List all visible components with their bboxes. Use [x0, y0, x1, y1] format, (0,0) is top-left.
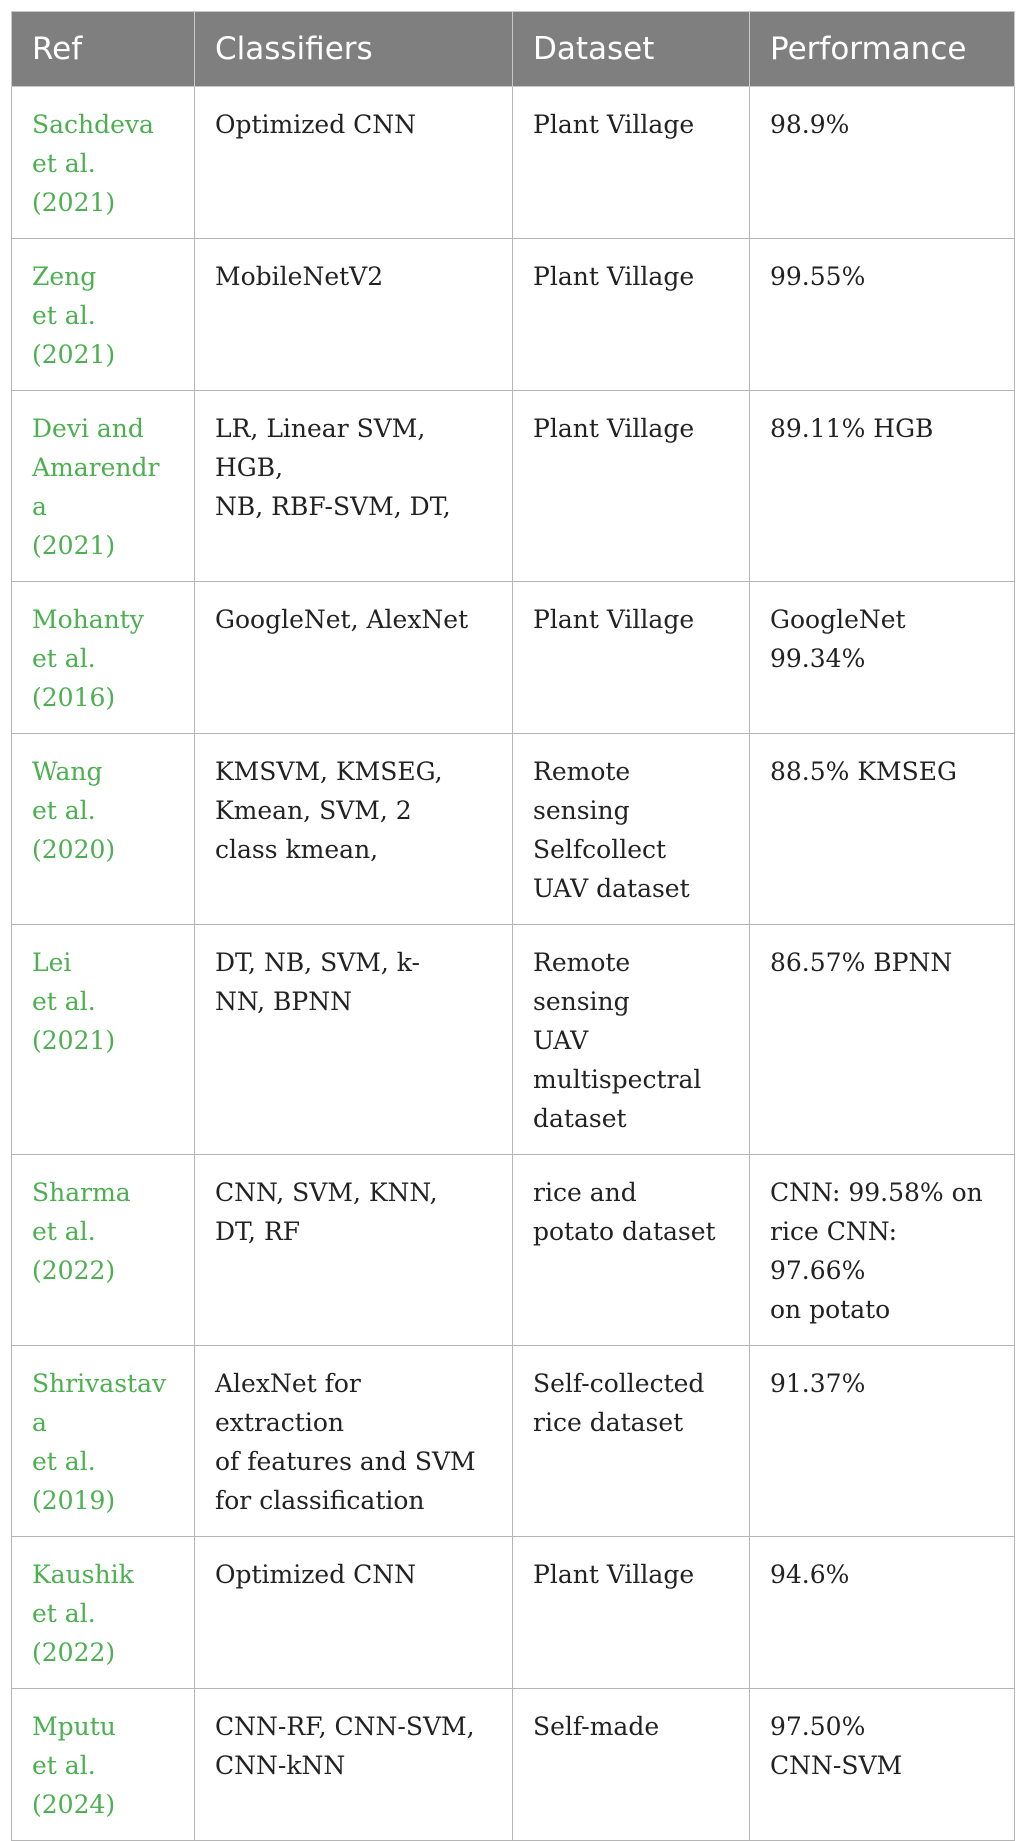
- performance-cell: 97.50% CNN-SVM: [750, 1689, 1015, 1841]
- ref-link[interactable]: Sachdeva et al. (2021): [12, 87, 195, 239]
- performance-cell: 88.5% KMSEG: [750, 734, 1015, 925]
- dataset-cell: Remote sensing Selfcollect UAV dataset: [513, 734, 750, 925]
- dataset-cell: Plant Village: [513, 1537, 750, 1689]
- header-ref: Ref: [12, 12, 195, 87]
- ref-link[interactable]: Lei et al. (2021): [12, 925, 195, 1155]
- ref-link[interactable]: Mohanty et al. (2016): [12, 582, 195, 734]
- header-performance: Performance: [750, 12, 1015, 87]
- performance-cell: 91.37%: [750, 1346, 1015, 1537]
- performance-cell: 89.11% HGB: [750, 391, 1015, 582]
- dataset-cell: Self-made: [513, 1689, 750, 1841]
- classifiers-cell: AlexNet for extraction of features and SVM for classification: [195, 1346, 513, 1537]
- performance-cell: 98.9%: [750, 87, 1015, 239]
- ref-link[interactable]: Wang et al. (2020): [12, 734, 195, 925]
- ref-link[interactable]: Mputu et al. (2024): [12, 1689, 195, 1841]
- ref-link[interactable]: Zeng et al. (2021): [12, 239, 195, 391]
- dataset-cell: Plant Village: [513, 239, 750, 391]
- performance-cell: 86.57% BPNN: [750, 925, 1015, 1155]
- classifiers-cell: Optimized CNN: [195, 1537, 513, 1689]
- ref-link[interactable]: Sharma et al. (2022): [12, 1155, 195, 1346]
- table-row: [12, 734, 1015, 925]
- classifiers-cell: Optimized CNN: [195, 87, 513, 239]
- dataset-cell: Remote sensing UAV multispectral dataset: [513, 925, 750, 1155]
- header-classifiers: Classifiers: [195, 12, 513, 87]
- ref-link[interactable]: Kaushik et al. (2022): [12, 1537, 195, 1689]
- table-row: [12, 239, 1015, 391]
- classifiers-cell: CNN, SVM, KNN, DT, RF: [195, 1155, 513, 1346]
- dataset-cell: Plant Village: [513, 391, 750, 582]
- table-row: [12, 391, 1015, 582]
- performance-cell: 94.6%: [750, 1537, 1015, 1689]
- dataset-cell: Plant Village: [513, 87, 750, 239]
- header-row: [12, 12, 1015, 87]
- performance-cell: CNN: 99.58% on rice CNN: 97.66% on potato: [750, 1155, 1015, 1346]
- classifiers-cell: LR, Linear SVM, HGB, NB, RBF-SVM, DT,: [195, 391, 513, 582]
- classifiers-cell: DT, NB, SVM, k- NN, BPNN: [195, 925, 513, 1155]
- classifiers-cell: GoogleNet, AlexNet: [195, 582, 513, 734]
- table-row: [12, 1155, 1015, 1346]
- table-row: [12, 1537, 1015, 1689]
- table-row: [12, 925, 1015, 1155]
- dataset-cell: Self-collected rice dataset: [513, 1346, 750, 1537]
- classifiers-cell: CNN-RF, CNN-SVM, CNN-kNN: [195, 1689, 513, 1841]
- comparison-table: [11, 11, 1015, 1841]
- performance-cell: GoogleNet 99.34%: [750, 582, 1015, 734]
- ref-link[interactable]: Shrivastava et al. (2019): [12, 1346, 195, 1537]
- table-row: [12, 582, 1015, 734]
- ref-link[interactable]: Devi and Amarendra (2021): [12, 391, 195, 582]
- classifiers-cell: MobileNetV2: [195, 239, 513, 391]
- performance-cell: 99.55%: [750, 239, 1015, 391]
- header-dataset: Dataset: [513, 12, 750, 87]
- classifiers-cell: KMSVM, KMSEG, Kmean, SVM, 2 class kmean,: [195, 734, 513, 925]
- table-row: [12, 87, 1015, 239]
- table-row: [12, 1346, 1015, 1537]
- dataset-cell: Plant Village: [513, 582, 750, 734]
- dataset-cell: rice and potato dataset: [513, 1155, 750, 1346]
- table-row: [12, 1689, 1015, 1841]
